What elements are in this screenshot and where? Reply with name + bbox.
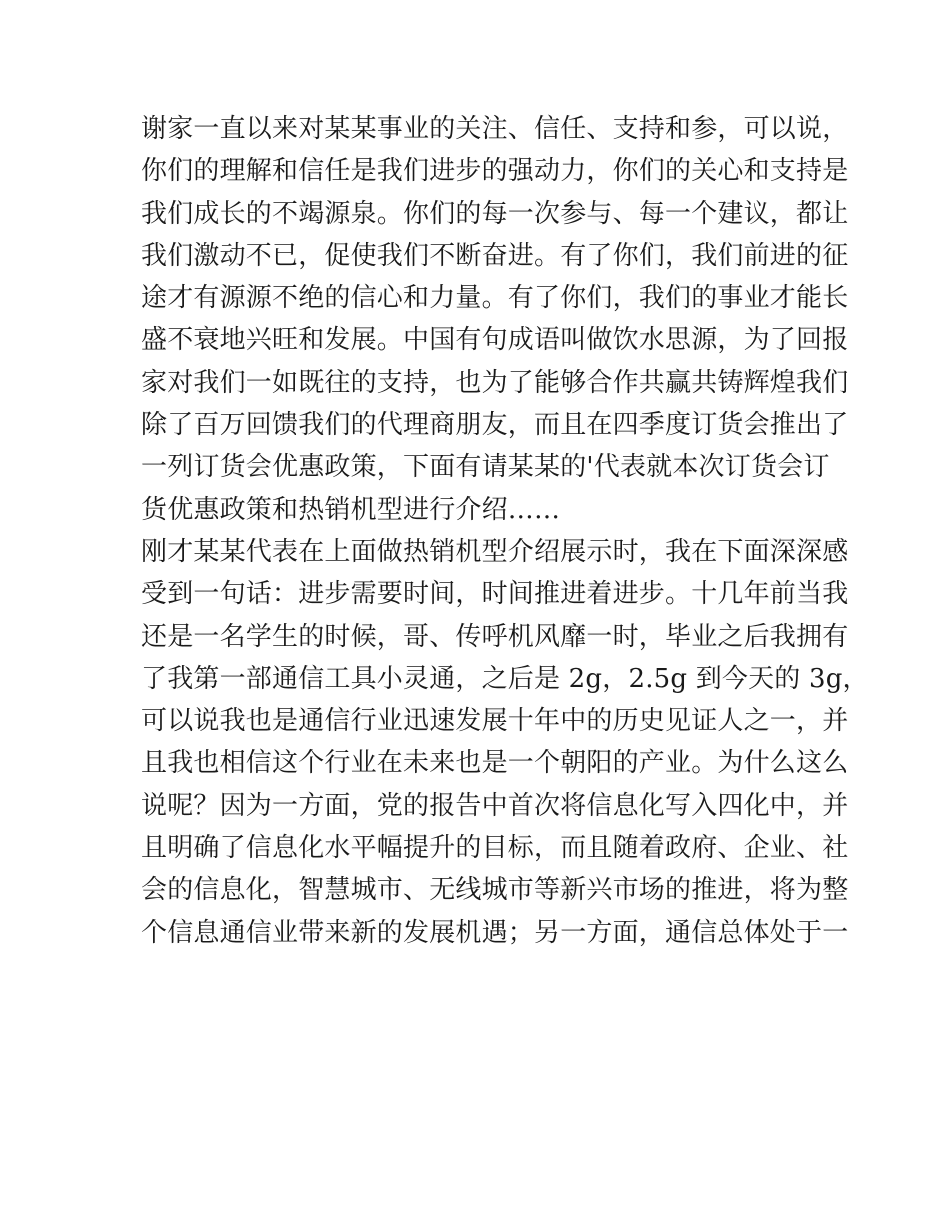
- text-line: 可以说我也是通信行业迅速发展十年中的历史见证人之一，并: [141, 706, 849, 737]
- text-line: 我们成长的不竭源泉。你们的每一次参与、每一个建议，都让: [141, 198, 849, 229]
- document-body: [141, 108, 869, 954]
- text-line: 除了百万回馈我们的代理商朋友，而且在四季度订货会推出了: [141, 410, 849, 441]
- text-line: 会的信息化，智慧城市、无线城市等新兴市场的推进，将为整: [141, 875, 849, 906]
- text-line: 一列订货会优惠政策，下面有请某某的'代表就本次订货会订: [141, 452, 830, 483]
- text-line: 说呢？因为一方面，党的报告中首次将信息化写入四化中，并: [141, 790, 849, 821]
- text-line: 刚才某某代表在上面做热销机型介绍展示时，我在下面深深感: [141, 536, 849, 567]
- text-line: 还是一名学生的时候，哥、传呼机风靡一时，毕业之后我拥有: [141, 621, 849, 652]
- text-line: 谢家一直以来对某某事业的关注、信任、支持和参，可以说，: [141, 114, 849, 144]
- text-line: 你们的理解和信任是我们进步的强动力，你们的关心和支持是: [141, 156, 849, 187]
- text-line: 受到一句话：进步需要时间，时间推进着进步。十几年前当我: [141, 579, 849, 610]
- text-line: 了我第一部通信工具小灵通，之后是 2g，2.5g 到今天的 3g，: [141, 663, 869, 694]
- text-line: 且明确了信息化水平幅提升的目标，而且随着政府、企业、社: [141, 833, 849, 864]
- text-line: 我们激动不已，促使我们不断奋进。有了你们，我们前进的征: [141, 240, 849, 271]
- text-line: 途才有源源不绝的信心和力量。有了你们，我们的事业才能长: [141, 283, 849, 314]
- text-line: 货优惠政策和热销机型进行介绍……: [141, 494, 561, 525]
- text-line: 盛不衰地兴旺和发展。中国有句成语叫做饮水思源，为了回报: [141, 325, 849, 356]
- text-line: 且我也相信这个行业在未来也是一个朝阳的产业。为什么这么: [141, 748, 849, 779]
- text-line: 家对我们一如既往的支持，也为了能够合作共赢共铸辉煌我们: [141, 367, 849, 398]
- text-line: 个信息通信业带来新的发展机遇；另一方面，通信总体处于一: [141, 917, 849, 948]
